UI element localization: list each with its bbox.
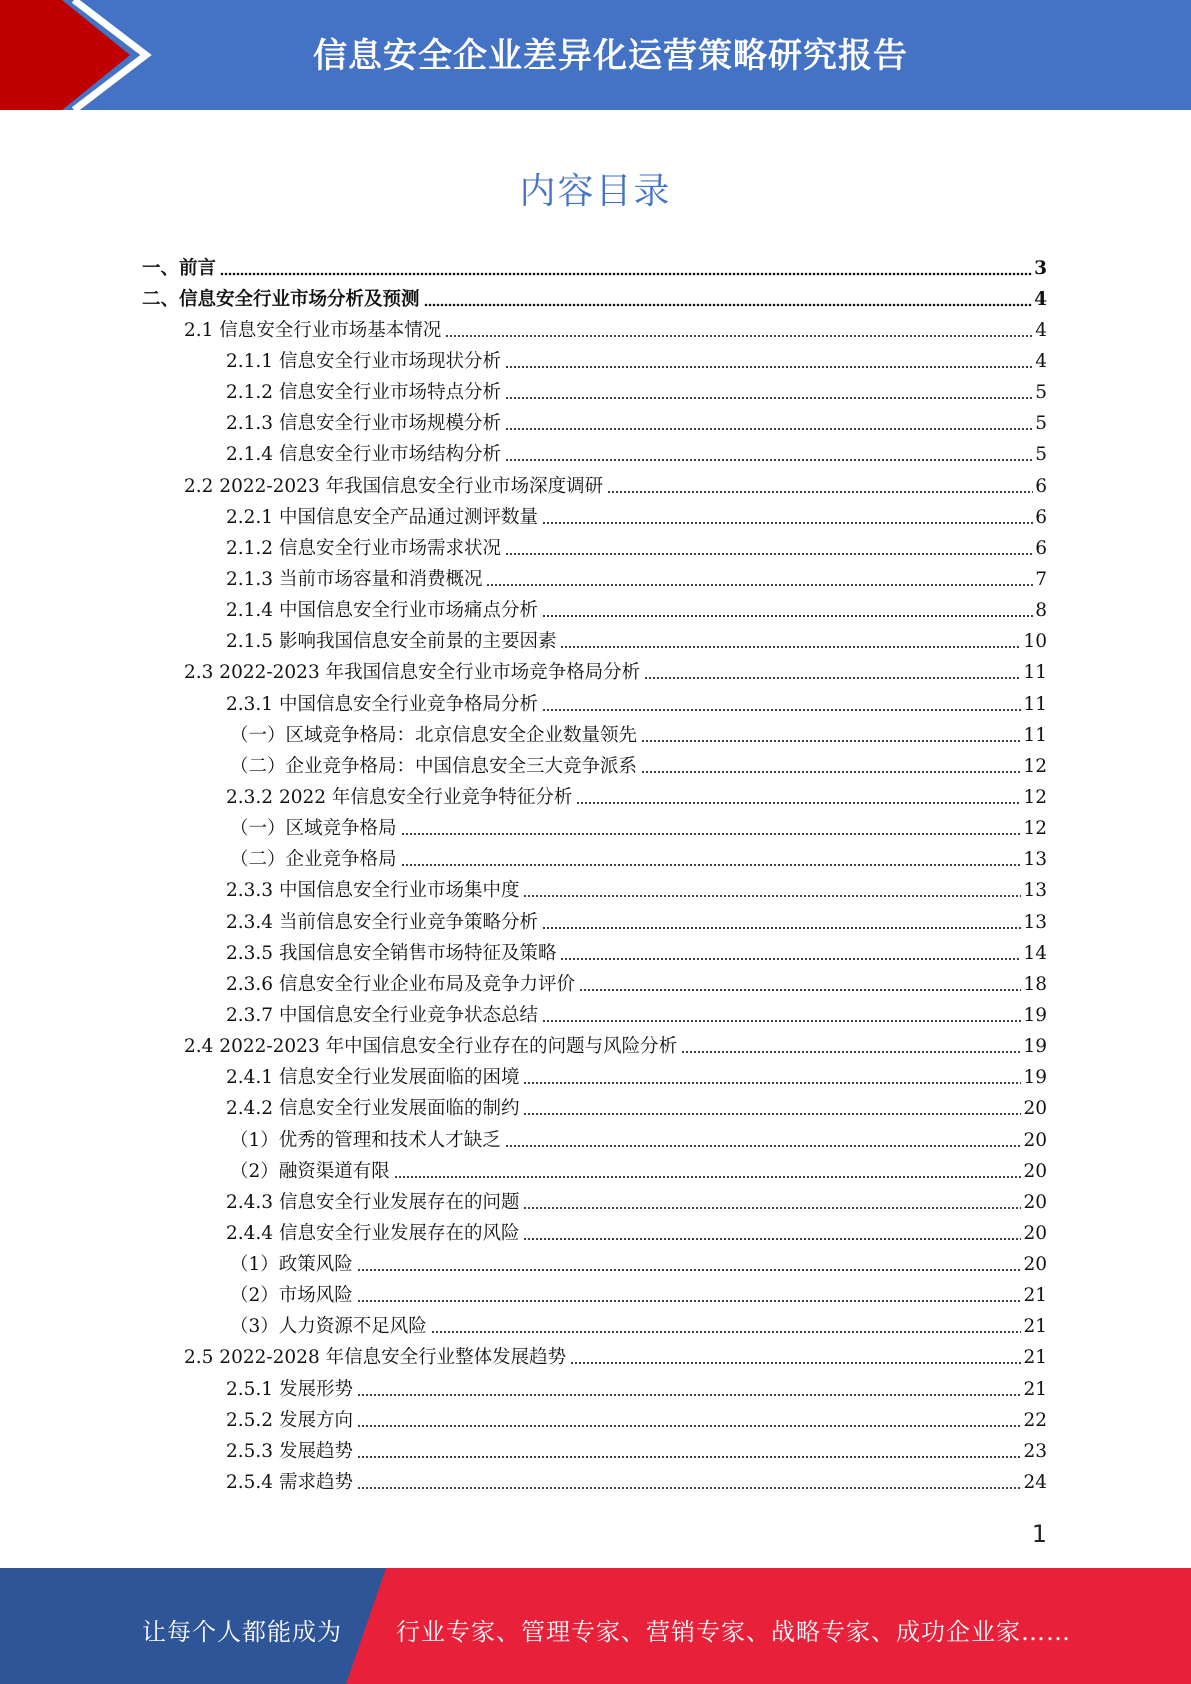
toc-entry-page: 3 bbox=[1034, 257, 1047, 279]
toc-entry-title: 2.5.1 发展形势 bbox=[226, 1378, 353, 1400]
toc-entry[interactable] bbox=[0, 627, 1191, 658]
toc-entry-title: 2.1 信息安全行业市场基本情况 bbox=[184, 319, 442, 341]
toc-entry[interactable] bbox=[0, 502, 1191, 533]
toc-dot-leader bbox=[394, 1175, 1022, 1179]
toc-entry-title: 2.5.4 需求趋势 bbox=[226, 1472, 353, 1494]
toc-entry-title: 2.4.4 信息安全行业发展存在的风险 bbox=[226, 1222, 520, 1244]
toc-dot-leader bbox=[542, 521, 1033, 525]
toc-dot-leader bbox=[576, 801, 1021, 805]
toc-dot-leader bbox=[505, 1144, 1022, 1148]
toc-dot-leader bbox=[357, 1268, 1022, 1272]
footer-banner bbox=[0, 1568, 1191, 1684]
toc-entry-page: 20 bbox=[1023, 1191, 1047, 1213]
toc-dot-leader bbox=[505, 396, 1033, 400]
toc-entry-title: 2.4.2 信息安全行业发展面临的制约 bbox=[226, 1098, 520, 1120]
toc-entry-title: 2.1.4 中国信息安全行业市场痛点分析 bbox=[226, 600, 538, 622]
toc-entry-page: 21 bbox=[1023, 1347, 1047, 1369]
toc-dot-leader bbox=[523, 1112, 1021, 1116]
toc-entry-page: 11 bbox=[1023, 662, 1047, 684]
toc-dot-leader bbox=[357, 1299, 1022, 1303]
toc-dot-leader bbox=[357, 1424, 1022, 1428]
toc-entry-title: 2.4.3 信息安全行业发展存在的问题 bbox=[226, 1191, 520, 1213]
toc-entry[interactable] bbox=[0, 1250, 1191, 1281]
toc-dot-leader bbox=[401, 863, 1022, 867]
toc-entry-title: （二）企业竞争格局 bbox=[230, 849, 397, 871]
toc-entry-title: 2.3.5 我国信息安全销售市场特征及策略 bbox=[226, 942, 557, 964]
toc-entry[interactable] bbox=[0, 689, 1191, 720]
toc-entry-page: 24 bbox=[1023, 1472, 1047, 1494]
toc-entry-page: 20 bbox=[1023, 1098, 1047, 1120]
page-number: 1 bbox=[1031, 1520, 1047, 1548]
toc-entry-page: 23 bbox=[1023, 1440, 1047, 1462]
toc-entry-page: 19 bbox=[1023, 1067, 1047, 1089]
toc-dot-leader bbox=[486, 583, 1033, 587]
toc-entry[interactable] bbox=[0, 938, 1191, 969]
toc-dot-leader bbox=[641, 739, 1021, 743]
toc-entry-title: 2.5 2022-2028 年信息安全行业整体发展趋势 bbox=[184, 1347, 567, 1369]
toc-dot-leader bbox=[523, 1206, 1021, 1210]
toc-entry-page: 14 bbox=[1023, 942, 1047, 964]
toc-entry-page: 19 bbox=[1023, 1036, 1047, 1058]
toc-entry-page: 11 bbox=[1023, 724, 1047, 746]
toc-entry-page: 5 bbox=[1035, 413, 1047, 435]
toc-dot-leader bbox=[542, 708, 1021, 712]
toc-entry[interactable] bbox=[0, 1405, 1191, 1436]
toc-dot-leader bbox=[505, 365, 1033, 369]
toc-entry-page: 13 bbox=[1023, 880, 1047, 902]
toc-entry[interactable] bbox=[0, 1094, 1191, 1125]
toc-entry-title: （一）区域竞争格局 bbox=[230, 818, 397, 840]
toc-entry-title: 2.3.4 当前信息安全行业竞争策略分析 bbox=[226, 911, 538, 933]
toc-dot-leader bbox=[570, 1361, 1021, 1365]
toc-entry-title: 2.4 2022-2023 年中国信息安全行业存在的问题与风险分析 bbox=[184, 1036, 678, 1058]
toc-entry-title: 2.1.2 信息安全行业市场需求状况 bbox=[226, 537, 501, 559]
toc-entry[interactable] bbox=[0, 782, 1191, 813]
toc-entry-page: 8 bbox=[1035, 600, 1047, 622]
toc-entry-title: 二、信息安全行业市场分析及预测 bbox=[142, 288, 420, 310]
toc-entry-page: 12 bbox=[1023, 755, 1047, 777]
footer-slogan-right: 行业专家、管理专家、营销专家、战略专家、成功企业家…… bbox=[396, 1618, 1071, 1646]
toc-entry[interactable] bbox=[0, 1312, 1191, 1343]
toc-entry-page: 21 bbox=[1023, 1285, 1047, 1307]
toc-entry-title: 2.3.1 中国信息安全行业竞争格局分析 bbox=[226, 693, 538, 715]
toc-entry[interactable] bbox=[0, 1374, 1191, 1405]
toc-dot-leader bbox=[505, 458, 1033, 462]
toc-entry-page: 18 bbox=[1023, 973, 1047, 995]
toc-entry-page: 4 bbox=[1035, 350, 1047, 372]
toc-entry[interactable] bbox=[0, 845, 1191, 876]
toc-entry-title: 2.2 2022-2023 年我国信息安全行业市场深度调研 bbox=[184, 475, 604, 497]
toc-entry[interactable] bbox=[0, 533, 1191, 564]
toc-entry[interactable] bbox=[0, 1467, 1191, 1498]
toc-entry[interactable] bbox=[0, 720, 1191, 751]
toc-dot-leader bbox=[607, 490, 1033, 494]
toc-dot-leader bbox=[542, 926, 1021, 930]
toc-entry-title: 2.1.4 信息安全行业市场结构分析 bbox=[226, 444, 501, 466]
toc-entry-page: 5 bbox=[1035, 444, 1047, 466]
toc-entry-title: 2.5.3 发展趋势 bbox=[226, 1440, 353, 1462]
toc-entry[interactable] bbox=[0, 969, 1191, 1000]
toc-entry-title: 2.1.5 影响我国信息安全前景的主要因素 bbox=[226, 631, 557, 653]
header-banner bbox=[0, 0, 1191, 110]
toc-entry-title: 2.3.7 中国信息安全行业竞争状态总结 bbox=[226, 1004, 538, 1026]
toc-dot-leader bbox=[401, 832, 1022, 836]
toc-dot-leader bbox=[542, 614, 1033, 618]
toc-entry[interactable] bbox=[0, 346, 1191, 377]
toc-dot-leader bbox=[431, 1330, 1022, 1334]
toc-entry-title: 2.1.2 信息安全行业市场特点分析 bbox=[226, 382, 501, 404]
toc-heading: 内容目录 bbox=[519, 171, 672, 212]
toc-entry[interactable] bbox=[0, 907, 1191, 938]
toc-entry-page: 7 bbox=[1035, 568, 1047, 590]
toc-entry-title: 2.3.3 中国信息安全行业市场集中度 bbox=[226, 880, 520, 902]
toc-entry-page: 20 bbox=[1023, 1129, 1047, 1151]
toc-entry-page: 10 bbox=[1023, 631, 1047, 653]
toc-entry-title: （一）区域竞争格局：北京信息安全企业数量领先 bbox=[230, 724, 638, 746]
toc-entry-page: 21 bbox=[1023, 1316, 1047, 1338]
toc-entry[interactable] bbox=[0, 1218, 1191, 1249]
toc-dot-leader bbox=[560, 645, 1021, 649]
toc-entry[interactable] bbox=[0, 596, 1191, 627]
toc-dot-leader bbox=[505, 552, 1033, 556]
toc-entry-title: （1）政策风险 bbox=[230, 1254, 353, 1276]
toc-entry-title: （3）人力资源不足风险 bbox=[230, 1316, 427, 1338]
toc-entry-title: （二）企业竞争格局：中国信息安全三大竞争派系 bbox=[230, 755, 638, 777]
toc-entry-title: 2.3.6 信息安全行业企业布局及竞争力评价 bbox=[226, 973, 575, 995]
toc-entry[interactable] bbox=[0, 1156, 1191, 1187]
toc-entry-page: 22 bbox=[1023, 1409, 1047, 1431]
toc-entry[interactable] bbox=[0, 1343, 1191, 1374]
toc-entry-page: 12 bbox=[1023, 786, 1047, 808]
toc-entry[interactable] bbox=[0, 440, 1191, 471]
toc-entry-title: 2.2.1 中国信息安全产品通过测评数量 bbox=[226, 506, 538, 528]
toc-entry-title: 一、前言 bbox=[142, 257, 217, 279]
toc-dot-leader bbox=[523, 1081, 1021, 1085]
toc-entry-page: 4 bbox=[1034, 288, 1047, 310]
toc-entry-page: 13 bbox=[1023, 911, 1047, 933]
toc-dot-leader bbox=[357, 1455, 1022, 1459]
toc-entry[interactable] bbox=[0, 1187, 1191, 1218]
toc-dot-leader bbox=[560, 957, 1021, 961]
toc-entry[interactable] bbox=[0, 814, 1191, 845]
toc-entry-page: 19 bbox=[1023, 1004, 1047, 1026]
toc-entry-page: 5 bbox=[1035, 382, 1047, 404]
toc-entry-page: 21 bbox=[1023, 1378, 1047, 1400]
toc-dot-leader bbox=[523, 1237, 1021, 1241]
toc-entry[interactable] bbox=[0, 409, 1191, 440]
table-of-contents bbox=[0, 253, 1191, 1499]
toc-dot-leader bbox=[445, 334, 1033, 338]
toc-entry-title: 2.4.1 信息安全行业发展面临的困境 bbox=[226, 1067, 520, 1089]
toc-entry-page: 20 bbox=[1023, 1222, 1047, 1244]
toc-entry-title: （1）优秀的管理和技术人才缺乏 bbox=[230, 1129, 501, 1151]
toc-entry-title: 2.1.3 当前市场容量和消费概况 bbox=[226, 568, 483, 590]
toc-entry-page: 13 bbox=[1023, 849, 1047, 871]
toc-entry[interactable] bbox=[0, 1125, 1191, 1156]
toc-dot-leader bbox=[542, 1019, 1021, 1023]
toc-dot-leader bbox=[681, 1050, 1021, 1054]
toc-entry-page: 12 bbox=[1023, 818, 1047, 840]
footer-slogan-left: 让每个人都能成为 bbox=[142, 1618, 342, 1646]
toc-entry-title: 2.1.1 信息安全行业市场现状分析 bbox=[226, 350, 501, 372]
toc-entry-title: 2.1.3 信息安全行业市场规模分析 bbox=[226, 413, 501, 435]
toc-entry-page: 11 bbox=[1023, 693, 1047, 715]
toc-entry[interactable] bbox=[0, 1281, 1191, 1312]
toc-dot-leader bbox=[357, 1393, 1022, 1397]
toc-entry-page: 20 bbox=[1023, 1254, 1047, 1276]
toc-entry-title: 2.3.2 2022 年信息安全行业竞争特征分析 bbox=[226, 786, 573, 808]
toc-dot-leader bbox=[523, 894, 1021, 898]
toc-dot-leader bbox=[641, 770, 1021, 774]
toc-entry-title: （2）市场风险 bbox=[230, 1285, 353, 1307]
toc-dot-leader bbox=[357, 1486, 1022, 1490]
report-title: 信息安全企业差异化运营策略研究报告 bbox=[313, 36, 908, 76]
toc-entry[interactable] bbox=[0, 658, 1191, 689]
toc-entry-page: 20 bbox=[1023, 1160, 1047, 1182]
toc-dot-leader bbox=[220, 272, 1032, 276]
toc-entry[interactable] bbox=[0, 1000, 1191, 1031]
toc-dot-leader bbox=[424, 303, 1033, 307]
toc-entry[interactable] bbox=[0, 284, 1191, 315]
toc-entry[interactable] bbox=[0, 315, 1191, 346]
toc-entry[interactable] bbox=[0, 253, 1191, 284]
toc-entry-page: 6 bbox=[1035, 537, 1047, 559]
toc-entry[interactable] bbox=[0, 1436, 1191, 1467]
toc-entry-page: 6 bbox=[1035, 475, 1047, 497]
toc-entry-title: 2.3 2022-2023 年我国信息安全行业市场竞争格局分析 bbox=[184, 662, 641, 684]
toc-entry-title: 2.5.2 发展方向 bbox=[226, 1409, 353, 1431]
toc-dot-leader bbox=[579, 988, 1021, 992]
toc-entry-title: （2）融资渠道有限 bbox=[230, 1160, 390, 1182]
toc-dot-leader bbox=[644, 676, 1021, 680]
toc-entry[interactable] bbox=[0, 564, 1191, 595]
toc-entry-page: 4 bbox=[1035, 319, 1047, 341]
toc-entry[interactable] bbox=[0, 751, 1191, 782]
toc-entry[interactable] bbox=[0, 378, 1191, 409]
toc-entry-page: 6 bbox=[1035, 506, 1047, 528]
toc-entry[interactable] bbox=[0, 876, 1191, 907]
toc-entry[interactable] bbox=[0, 471, 1191, 502]
toc-entry[interactable] bbox=[0, 1032, 1191, 1063]
toc-entry[interactable] bbox=[0, 1063, 1191, 1094]
toc-dot-leader bbox=[505, 427, 1033, 431]
